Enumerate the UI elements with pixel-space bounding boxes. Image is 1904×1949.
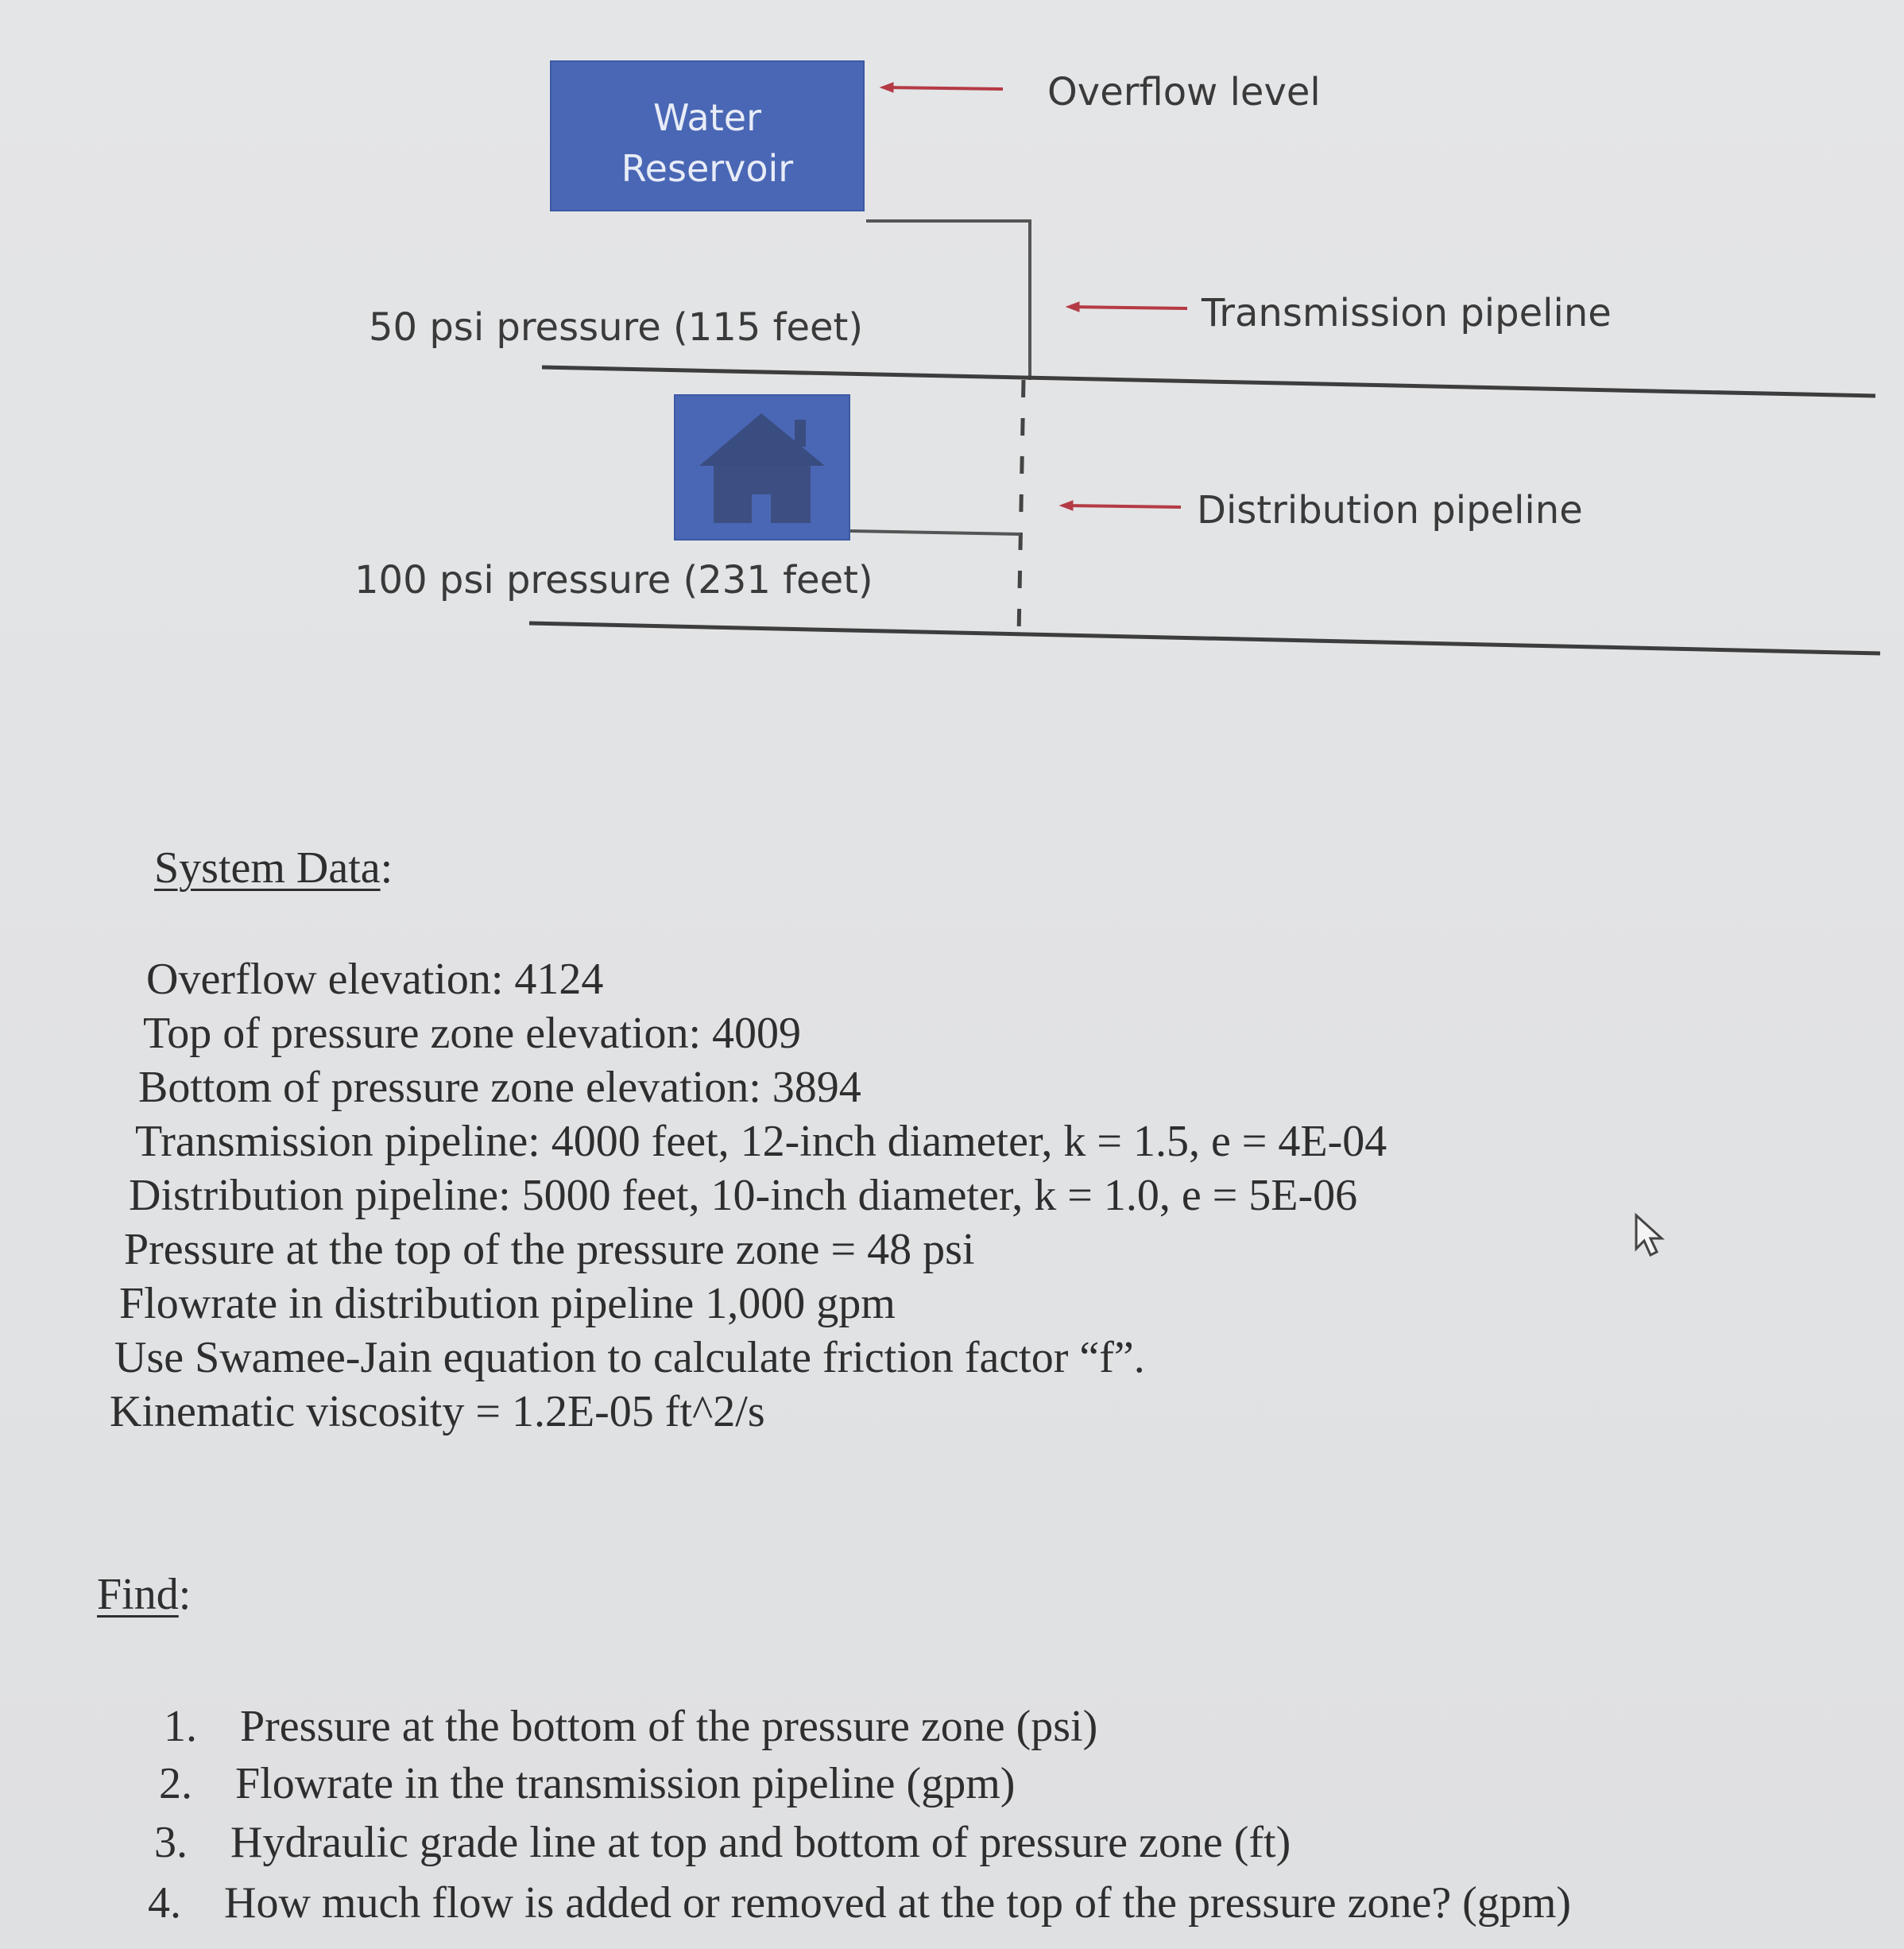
bottom-zone-line: [529, 623, 1880, 653]
system-data-item: Kinematic viscosity = 1.2E-05 ft^2/s: [110, 1387, 765, 1436]
house-icon: [675, 396, 849, 539]
distribution-arrow: [1060, 501, 1181, 510]
transmission-pipe: [866, 221, 1030, 380]
system-data-item: Transmission pipeline: 4000 feet, 12-inch diameter, k = 1.5, e = 4E-04: [135, 1117, 1387, 1166]
water-reservoir: [550, 60, 865, 211]
mouse-cursor-icon: [1633, 1212, 1668, 1260]
find-item: 1. Pressure at the bottom of the pressure zone (psi): [164, 1702, 1098, 1751]
find-item: 4. How much flow is added or removed at the top of the pressure zone? (gpm): [148, 1878, 1572, 1928]
reservoir-label-line1: Water: [653, 96, 761, 139]
overflow-level-label: Overflow level: [1047, 70, 1321, 114]
diagram-lines: [0, 0, 1904, 699]
system-data-item: Distribution pipeline: 5000 feet, 10-inch diameter, k = 1.0, e = 5E-06: [129, 1171, 1358, 1220]
find-item: 3. Hydraulic grade line at top and bottom of pressure zone (ft): [154, 1818, 1291, 1867]
transmission-arrow: [1066, 302, 1187, 312]
find-item: 2. Flowrate in the transmission pipeline (gpm): [159, 1759, 1016, 1808]
system-data-heading: System Data:: [154, 843, 393, 893]
find-heading: Find:: [97, 1570, 192, 1619]
reservoir-label: [551, 92, 863, 194]
transmission-pipeline-label: Transmission pipeline: [1202, 291, 1612, 335]
house: [674, 394, 850, 541]
system-data-item: Flowrate in distribution pipeline 1,000 gpm: [119, 1279, 896, 1328]
system-data-item: Overflow elevation: 4124: [146, 955, 604, 1004]
pressure-bottom-label: 100 psi pressure (231 feet): [354, 558, 873, 603]
system-data-item: Top of pressure zone elevation: 4009: [143, 1009, 802, 1058]
pressure-zone-diagram: [0, 0, 1904, 699]
service-pipe: [850, 531, 1020, 534]
system-data-item: Pressure at the top of the pressure zone = 48 psi: [124, 1225, 975, 1274]
pressure-top-label: 50 psi pressure (115 feet): [369, 305, 864, 350]
top-zone-line: [542, 367, 1875, 396]
distribution-pipeline-label: Distribution pipeline: [1197, 488, 1583, 533]
distribution-dashed-pipe: [1019, 380, 1024, 636]
reservoir-label-line2: Reservoir: [621, 147, 794, 190]
system-data-item: Use Swamee-Jain equation to calculate friction factor “f”.: [114, 1333, 1145, 1382]
overflow-arrow: [880, 83, 1003, 92]
system-data-item: Bottom of pressure zone elevation: 3894: [138, 1063, 861, 1112]
